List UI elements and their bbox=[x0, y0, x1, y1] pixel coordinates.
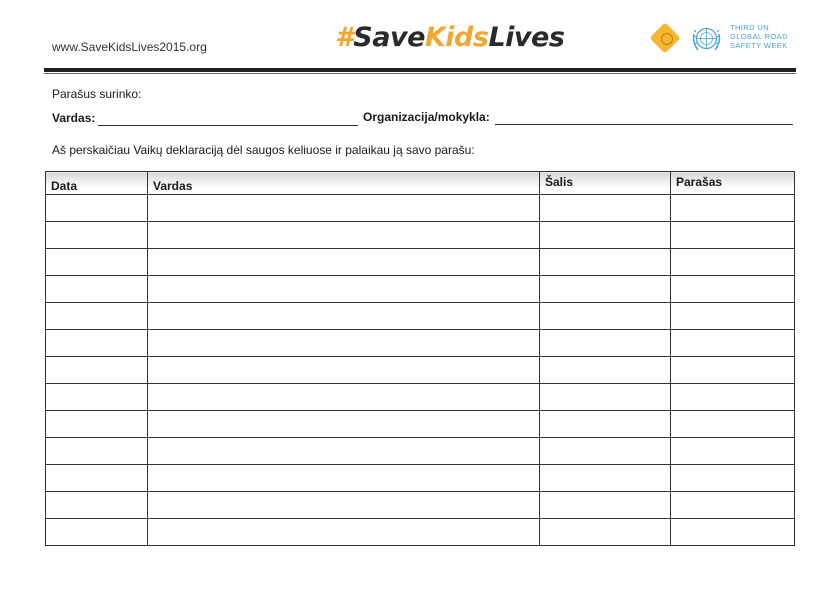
signature-cell[interactable] bbox=[671, 492, 795, 519]
road-sign-inner-icon bbox=[661, 33, 673, 45]
table-row bbox=[46, 438, 795, 465]
date-cell[interactable] bbox=[46, 357, 148, 384]
date-cell[interactable] bbox=[46, 465, 148, 492]
brand-lives: Lives bbox=[488, 22, 565, 53]
organization-field[interactable] bbox=[495, 124, 793, 125]
un-text-line: THIRD UN bbox=[730, 23, 770, 32]
signature-cell[interactable] bbox=[671, 330, 795, 357]
date-cell[interactable] bbox=[46, 384, 148, 411]
brand-save: Save bbox=[353, 22, 425, 53]
name-cell[interactable] bbox=[148, 438, 540, 465]
table-row bbox=[46, 357, 795, 384]
name-cell[interactable] bbox=[148, 492, 540, 519]
country-cell[interactable] bbox=[540, 249, 671, 276]
name-cell[interactable] bbox=[148, 411, 540, 438]
table-row bbox=[46, 195, 795, 222]
signature-cell[interactable] bbox=[671, 276, 795, 303]
website-url: www.SaveKidsLives2015.org bbox=[52, 40, 207, 54]
signature-cell[interactable] bbox=[671, 384, 795, 411]
savekidslives-logo bbox=[335, 22, 564, 53]
country-cell[interactable] bbox=[540, 519, 671, 546]
brand-kids: Kids bbox=[424, 22, 489, 53]
country-cell[interactable] bbox=[540, 384, 671, 411]
date-cell[interactable] bbox=[46, 249, 148, 276]
un-text-line: GLOBAL ROAD bbox=[730, 32, 788, 41]
column-header-country: Šalis bbox=[540, 172, 671, 195]
collector-name-field[interactable] bbox=[98, 125, 358, 126]
signature-cell[interactable] bbox=[671, 195, 795, 222]
date-cell[interactable] bbox=[46, 438, 148, 465]
date-cell[interactable] bbox=[46, 330, 148, 357]
column-header-name: Vardas bbox=[148, 172, 540, 195]
country-cell[interactable] bbox=[540, 411, 671, 438]
brand-hash: # bbox=[335, 22, 354, 53]
table-row bbox=[46, 465, 795, 492]
un-text-line: SAFETY WEEK bbox=[730, 41, 788, 50]
signature-cell[interactable] bbox=[671, 249, 795, 276]
name-cell[interactable] bbox=[148, 303, 540, 330]
table-row bbox=[46, 303, 795, 330]
table-header-row bbox=[46, 172, 795, 195]
signature-cell[interactable] bbox=[671, 357, 795, 384]
name-cell[interactable] bbox=[148, 384, 540, 411]
date-cell[interactable] bbox=[46, 492, 148, 519]
column-header-date: Data bbox=[46, 172, 148, 195]
table-row bbox=[46, 411, 795, 438]
table-row bbox=[46, 276, 795, 303]
country-cell[interactable] bbox=[540, 492, 671, 519]
organization-label: Organizacija/mokykla: bbox=[363, 110, 490, 124]
country-cell[interactable] bbox=[540, 222, 671, 249]
table-row bbox=[46, 492, 795, 519]
name-cell[interactable] bbox=[148, 222, 540, 249]
name-cell[interactable] bbox=[148, 357, 540, 384]
country-cell[interactable] bbox=[540, 303, 671, 330]
name-cell[interactable] bbox=[148, 195, 540, 222]
country-cell[interactable] bbox=[540, 465, 671, 492]
name-cell[interactable] bbox=[148, 276, 540, 303]
date-cell[interactable] bbox=[46, 195, 148, 222]
date-cell[interactable] bbox=[46, 519, 148, 546]
name-cell[interactable] bbox=[148, 330, 540, 357]
date-cell[interactable] bbox=[46, 276, 148, 303]
name-cell[interactable] bbox=[148, 519, 540, 546]
name-cell[interactable] bbox=[148, 249, 540, 276]
table-body bbox=[46, 195, 795, 546]
country-cell[interactable] bbox=[540, 330, 671, 357]
table-row bbox=[46, 249, 795, 276]
un-week-label bbox=[730, 23, 788, 50]
signature-cell[interactable] bbox=[671, 465, 795, 492]
signature-cell[interactable] bbox=[671, 519, 795, 546]
country-cell[interactable] bbox=[540, 195, 671, 222]
table-row bbox=[46, 222, 795, 249]
date-cell[interactable] bbox=[46, 222, 148, 249]
date-cell[interactable] bbox=[46, 303, 148, 330]
declaration-text: Aš perskaičiau Vaikų deklaraciją dėl saugos keliuose ir palaikau ją savo parašu: bbox=[52, 143, 475, 157]
table-row bbox=[46, 330, 795, 357]
signature-cell[interactable] bbox=[671, 303, 795, 330]
signature-cell[interactable] bbox=[671, 411, 795, 438]
collected-by-label: Parašus surinko: bbox=[52, 87, 142, 101]
table-row bbox=[46, 384, 795, 411]
country-cell[interactable] bbox=[540, 438, 671, 465]
collector-name-label: Vardas: bbox=[52, 111, 96, 125]
signature-cell[interactable] bbox=[671, 438, 795, 465]
signature-cell[interactable] bbox=[671, 222, 795, 249]
country-cell[interactable] bbox=[540, 276, 671, 303]
header-divider-thin bbox=[44, 73, 796, 74]
un-emblem-icon bbox=[690, 22, 723, 55]
name-cell[interactable] bbox=[148, 465, 540, 492]
country-cell[interactable] bbox=[540, 357, 671, 384]
column-header-signature: Parašas bbox=[671, 172, 795, 195]
table-row bbox=[46, 519, 795, 546]
date-cell[interactable] bbox=[46, 411, 148, 438]
signature-table bbox=[45, 171, 795, 546]
header-divider bbox=[44, 68, 796, 72]
